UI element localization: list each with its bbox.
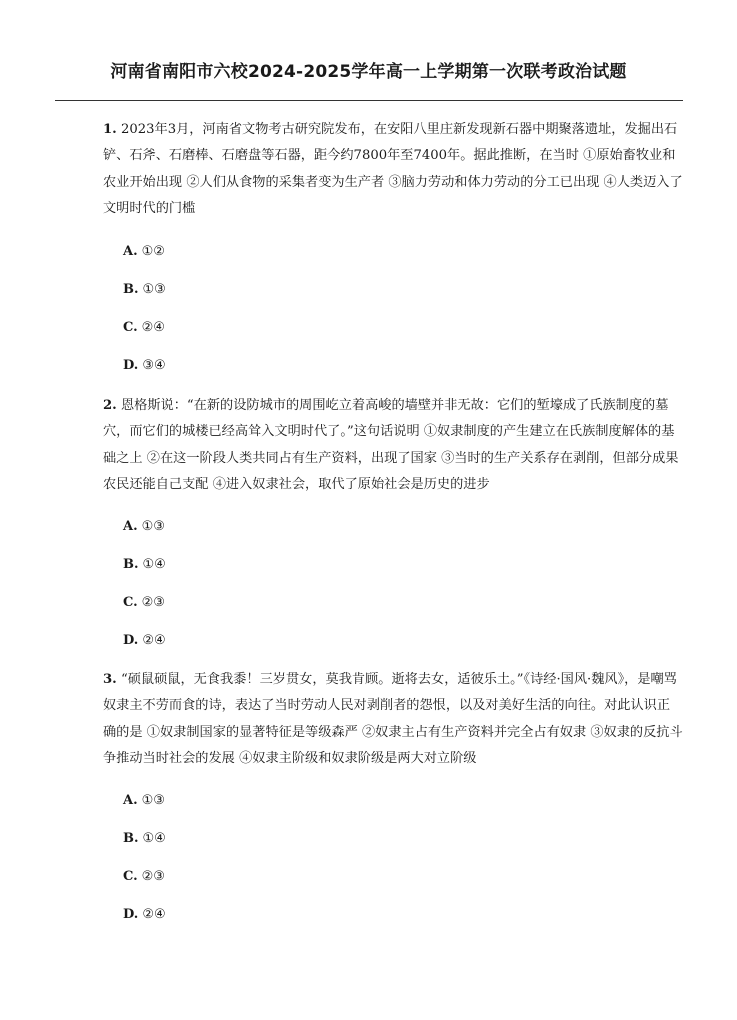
question-number: 3. bbox=[103, 672, 117, 687]
option-d bbox=[123, 356, 166, 376]
page-title: 河南省南阳市六校2024-2025学年高一上学期第一次联考政治试题 bbox=[110, 62, 627, 82]
option-text: ①③ bbox=[142, 282, 166, 297]
question-stem: 2023年3月，河南省文物考古研究院发布，在安阳八里庄新发现新石器中期聚落遗址，发掘出石铲、石斧、石磨棒、石磨盘等石器，距今约7800年至7400年。据此推断，在当时 ①原始畜牧业和农业开始出现 ②人们从食物的采集者变为生产者 ③脑力劳动和体力劳动的分工已出现 ④人类迈入了文明时代的门槛 bbox=[103, 122, 683, 217]
question-1 bbox=[103, 117, 683, 223]
question-3 bbox=[103, 667, 683, 773]
option-text: ②④ bbox=[142, 907, 166, 922]
question-stem: 恩格斯说：“在新的设防城市的周围屹立着高峻的墙壁并非无故：它们的堑壕成了氏族制度的墓穴，而它们的城楼已经高耸入文明时代了。”这句话说明 ①奴隶制度的产生建立在氏族制度解体的基础之上 ②在这一阶段人类共同占有生产资料，出现了国家 ③当时的生产关系存在剥削，但部分成果农民还能自己支配 ④进入奴隶社会，取代了原始社会是历史的进步 bbox=[103, 398, 679, 493]
option-letter: B. bbox=[123, 557, 139, 572]
option-text: ①② bbox=[141, 244, 165, 259]
option-text: ②③ bbox=[141, 595, 165, 610]
option-b bbox=[123, 280, 166, 300]
option-b bbox=[123, 555, 166, 575]
option-text: ①③ bbox=[141, 519, 165, 534]
option-c bbox=[123, 593, 165, 613]
option-text: ②③ bbox=[141, 869, 165, 884]
option-text: ①④ bbox=[142, 831, 166, 846]
option-letter: C. bbox=[123, 869, 138, 884]
option-letter: A. bbox=[123, 793, 138, 808]
option-d bbox=[123, 905, 166, 925]
option-letter: A. bbox=[123, 519, 138, 534]
question-2 bbox=[103, 393, 683, 499]
question-number: 2. bbox=[103, 398, 117, 413]
question-stem: “硕鼠硕鼠，无食我黍！三岁贯女，莫我肯顾。逝将去女，适彼乐土。”《诗经·国风·魏风》，是嘲骂奴隶主不劳而食的诗，表达了当时劳动人民对剥削者的怨恨，以及对美好生活的向往。对此认识正确的是 ①奴隶制国家的显著特征是等级森严 ②奴隶主占有生产资料并完全占有奴隶 ③奴隶的反抗斗争推动当时社会的发展 ④奴隶主阶级和奴隶阶级是两大对立阶级 bbox=[103, 672, 683, 767]
option-letter: C. bbox=[123, 320, 138, 335]
option-letter: B. bbox=[123, 831, 139, 846]
option-letter: D. bbox=[123, 358, 139, 373]
option-c bbox=[123, 318, 165, 338]
option-text: ②④ bbox=[142, 633, 166, 648]
option-letter: D. bbox=[123, 907, 139, 922]
option-text: ①④ bbox=[142, 557, 166, 572]
title-divider bbox=[55, 100, 683, 101]
question-number: 1. bbox=[103, 122, 117, 137]
option-b bbox=[123, 829, 166, 849]
option-text: ②④ bbox=[141, 320, 165, 335]
option-a bbox=[123, 242, 165, 262]
option-a bbox=[123, 791, 165, 811]
option-a bbox=[123, 517, 165, 537]
option-c bbox=[123, 867, 165, 887]
option-text: ③④ bbox=[142, 358, 166, 373]
option-text: ①③ bbox=[141, 793, 165, 808]
option-letter: B. bbox=[123, 282, 139, 297]
option-letter: A. bbox=[123, 244, 138, 259]
option-letter: C. bbox=[123, 595, 138, 610]
option-letter: D. bbox=[123, 633, 139, 648]
option-d bbox=[123, 631, 166, 651]
